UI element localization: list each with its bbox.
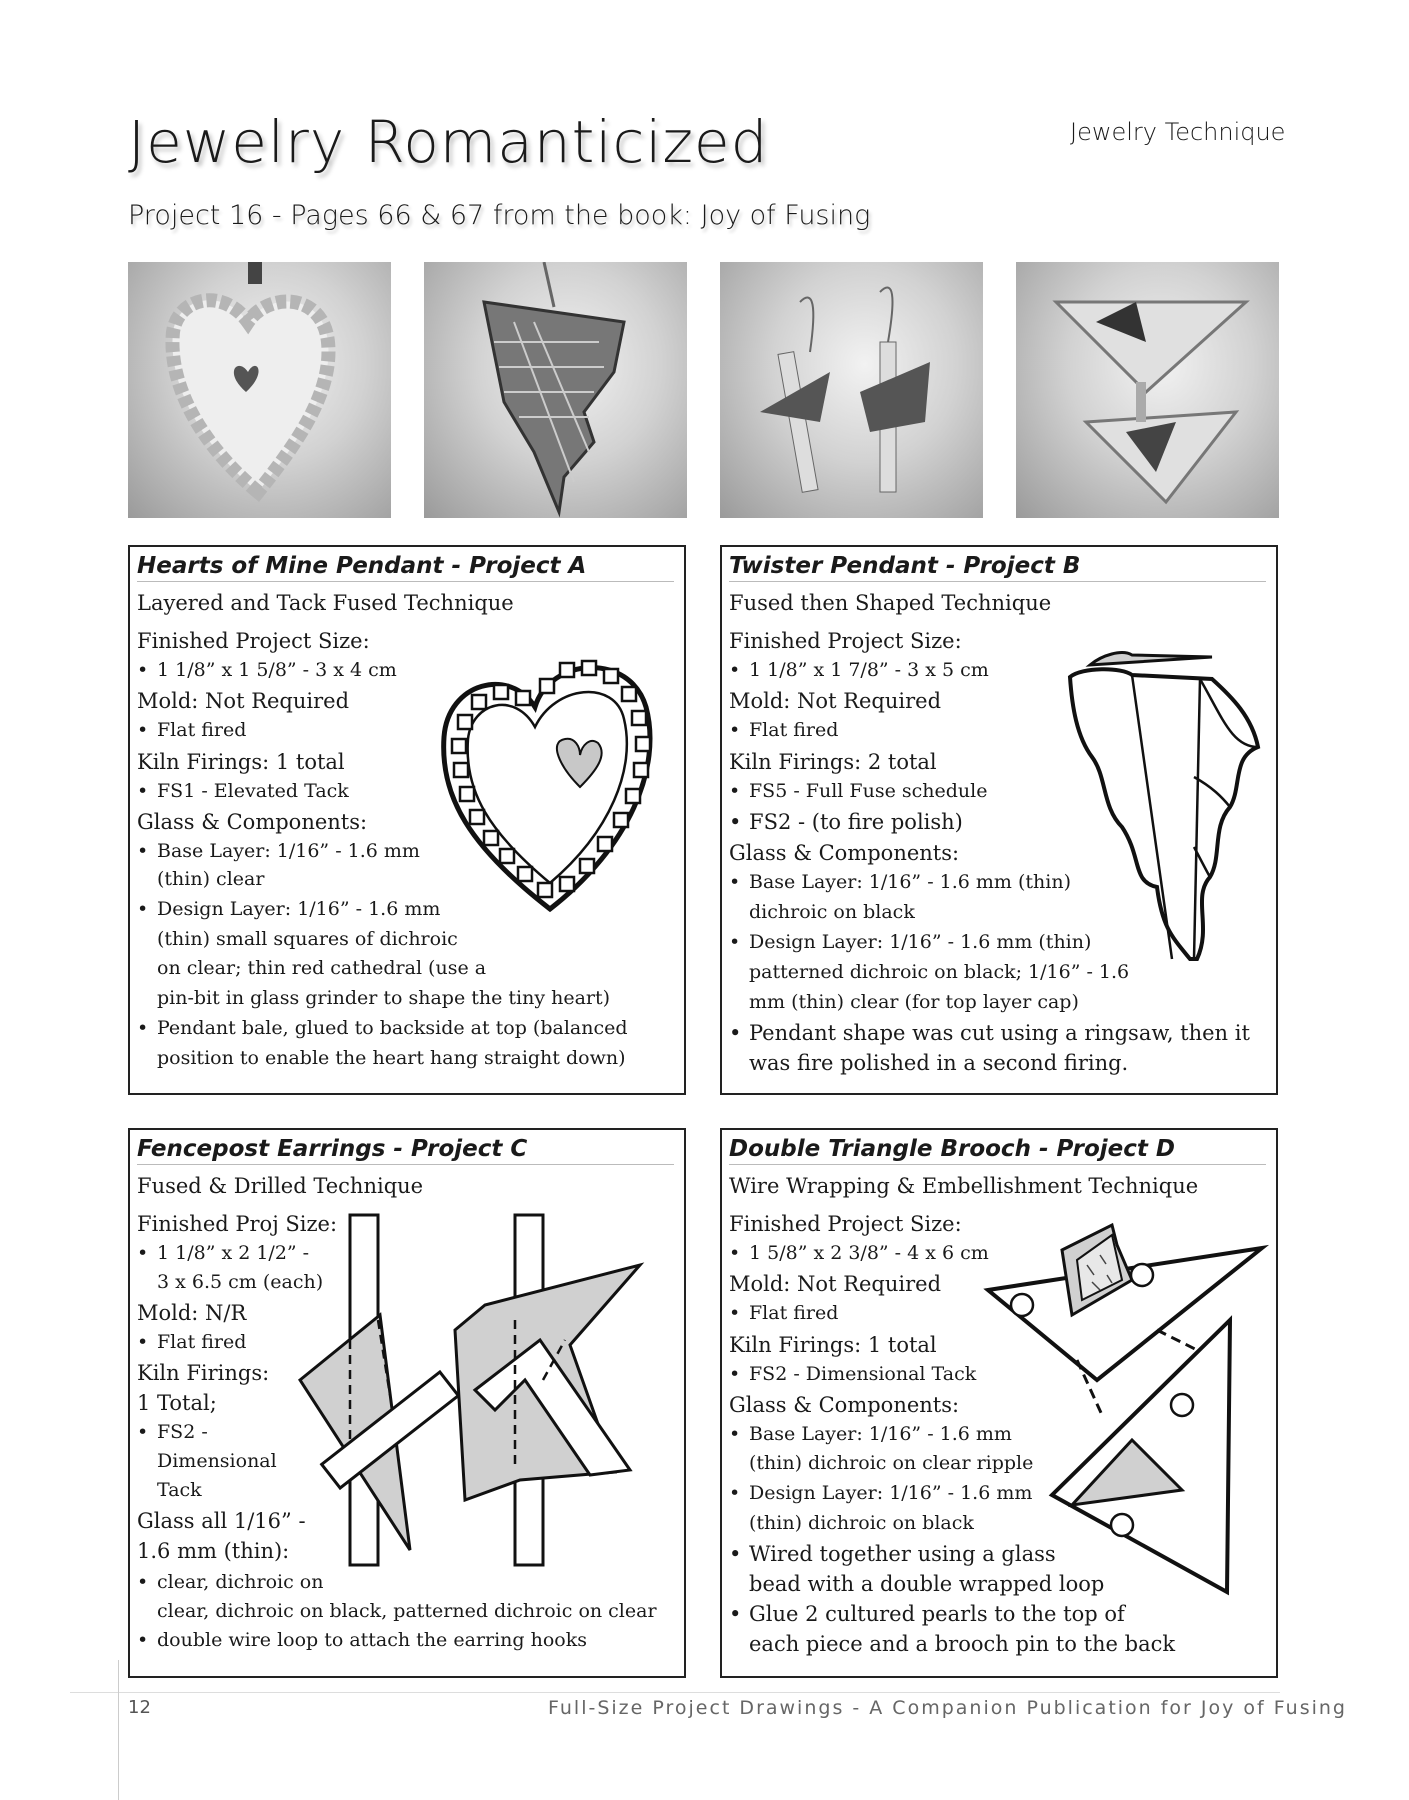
footer-rule bbox=[70, 1692, 1280, 1693]
project-b-size: 1 1/8” x 1 7/8” - 3 x 5 cm bbox=[749, 659, 989, 681]
project-a-design-layer: Design Layer: 1/16” - 1.6 mm bbox=[157, 898, 441, 920]
project-a-design-layer-cont-2: on clear; thin red cathedral (use a bbox=[157, 957, 487, 979]
project-c-size-cont: 3 x 6.5 cm (each) bbox=[157, 1271, 324, 1293]
heart-pendant-photo bbox=[128, 262, 391, 518]
fencepost-earrings-photo bbox=[720, 262, 983, 518]
project-d-panel: Double Triangle Brooch - Project D Wire Wrapping & Embellishment Technique Finished Project Size: • 1 5/8” x 2 3/8” - 4 x 6 cm Mold: Not Required • Flat fired Kiln Firings: 1 total • FS2 - Dimensional Tack Glass & Components: • Base Layer: 1/16” - 1.6 mm (thin) dichroic on clear ripple • Design Layer: 1/16” - 1.6 mm (thin) dichroic on black • Wired together using a glass bead with a double wrapped loop • Glue 2 cultured pearls to the top of each piece and a brooch pin to the back bbox=[720, 1128, 1278, 1678]
project-a-design-layer-cont-1: (thin) small squares of dichroic bbox=[157, 928, 458, 950]
project-c-mold: Flat fired bbox=[157, 1331, 247, 1353]
project-d-technique: Wire Wrapping & Embellishment Technique bbox=[729, 1174, 1199, 1198]
project-c-size-heading: Finished Proj Size: bbox=[137, 1212, 338, 1236]
project-b-design-layer: Design Layer: 1/16” - 1.6 mm (thin) bbox=[749, 931, 1092, 953]
project-a-glass-heading: Glass & Components: bbox=[137, 810, 368, 834]
project-c-firings-total: 1 Total; bbox=[137, 1391, 217, 1415]
project-d-wire-note: Wired together using a glass bbox=[749, 1542, 1056, 1566]
footer-text: Full-Size Project Drawings - A Companion Publication for Joy of Fusing bbox=[548, 1697, 1347, 1719]
technique-label: Jewelry Technique bbox=[1070, 118, 1286, 146]
project-d-wire-note-cont: bead with a double wrapped loop bbox=[749, 1572, 1105, 1596]
project-a-title: Hearts of Mine Pendant - Project A bbox=[137, 553, 674, 582]
project-c-firing-cont-2: Tack bbox=[157, 1479, 202, 1501]
project-d-design-layer: Design Layer: 1/16” - 1.6 mm bbox=[749, 1482, 1033, 1504]
project-d-title: Double Triangle Brooch - Project D bbox=[729, 1136, 1266, 1165]
project-a-size: 1 1/8” x 1 5/8” - 3 x 4 cm bbox=[157, 659, 397, 681]
project-c-wire-loop: double wire loop to attach the earring hooks bbox=[157, 1629, 587, 1651]
project-d-firing: FS2 - Dimensional Tack bbox=[749, 1363, 977, 1385]
fencepost-earrings-drawing bbox=[290, 1210, 670, 1570]
project-c-glass-heading: Glass all 1/16” - bbox=[137, 1509, 306, 1533]
twister-pendant-drawing bbox=[1062, 637, 1272, 967]
project-b-panel: Twister Pendant - Project B Fused then Shaped Technique Finished Project Size: • 1 1/8” x 1 7/8” - 3 x 5 cm Mold: Not Required • Flat fired Kiln Firings: 2 total • FS5 - Full Fuse schedule • FS2 - (to fire polish) Glass & Components: • Base Layer: 1/16” - 1.6 mm (thin) dichroic on black • Design Layer: 1/16” - 1.6 mm (thin) patterned dichroic on black; 1/16” - 1.6 mm (thin) clear (for top layer cap) • Pendant shape was cut using a ringsaw, then it was fire polished in a second firing. bbox=[720, 545, 1278, 1095]
project-b-base-layer: Base Layer: 1/16” - 1.6 mm (thin) bbox=[749, 871, 1071, 893]
project-a-mold: Flat fired bbox=[157, 719, 247, 741]
project-b-mold-heading: Mold: Not Required bbox=[729, 689, 942, 713]
project-a-firings-heading: Kiln Firings: 1 total bbox=[137, 750, 345, 774]
project-d-pearls-note: Glue 2 cultured pearls to the top of bbox=[749, 1602, 1125, 1626]
project-c-firings-heading: Kiln Firings: bbox=[137, 1361, 270, 1385]
project-a-bale-cont: position to enable the heart hang straight down) bbox=[157, 1047, 626, 1069]
project-d-base-layer-cont: (thin) dichroic on clear ripple bbox=[749, 1452, 1034, 1474]
project-b-firings-heading: Kiln Firings: 2 total bbox=[729, 750, 937, 774]
project-a-design-layer-cont-3: pin-bit in glass grinder to shape the tiny heart) bbox=[157, 987, 611, 1009]
project-a-bale: Pendant bale, glued to backside at top (balanced bbox=[157, 1017, 628, 1039]
heart-pendant-drawing bbox=[430, 647, 670, 917]
project-a-panel: Hearts of Mine Pendant - Project A Layered and Tack Fused Technique Finished Project Size: • 1 1/8” x 1 5/8” - 3 x 4 cm Mold: Not Required • Flat fired Kiln Firings: 1 total • FS1 - Elevated Tack Glass & Components: • Base Layer: 1/16” - 1.6 mm (thin) clear • Design Layer: 1/16” - 1.6 mm (thin) small squares of dichroic on clear; thin red cathedral (use a pin-bit in glass grinder to shape the tiny heart) • Pendant bale, glued to backside at top (balanced position to enable the heart hang straight down) bbox=[128, 545, 686, 1095]
page-subtitle: Project 16 - Pages 66 & 67 from the book: Joy of Fusing bbox=[128, 200, 871, 231]
project-c-glass-heading-2: 1.6 mm (thin): bbox=[137, 1539, 290, 1563]
project-b-title: Twister Pendant - Project B bbox=[729, 553, 1266, 582]
triangle-brooch-drawing bbox=[982, 1220, 1272, 1600]
crop-mark bbox=[118, 1660, 119, 1800]
page-number: 12 bbox=[128, 1697, 151, 1718]
triangle-brooch-photo bbox=[1016, 262, 1279, 518]
project-b-technique: Fused then Shaped Technique bbox=[729, 591, 1052, 615]
page-title: Jewelry Romanticized bbox=[128, 108, 769, 176]
project-b-mold: Flat fired bbox=[749, 719, 839, 741]
project-b-shape-note-cont: was fire polished in a second firing. bbox=[749, 1051, 1129, 1075]
project-d-size: 1 5/8” x 2 3/8” - 4 x 6 cm bbox=[749, 1242, 989, 1264]
project-a-firing: FS1 - Elevated Tack bbox=[157, 780, 349, 802]
project-b-design-layer-cont-2: mm (thin) clear (for top layer cap) bbox=[749, 991, 1079, 1013]
project-b-design-layer-cont-1: patterned dichroic on black; 1/16” - 1.6 bbox=[749, 961, 1130, 983]
project-d-mold-heading: Mold: Not Required bbox=[729, 1272, 942, 1296]
project-a-base-layer-cont: (thin) clear bbox=[157, 868, 265, 890]
project-c-firing: FS2 - bbox=[157, 1421, 208, 1443]
project-b-glass-heading: Glass & Components: bbox=[729, 841, 960, 865]
project-b-firing-1: FS5 - Full Fuse schedule bbox=[749, 780, 988, 802]
project-a-base-layer: Base Layer: 1/16” - 1.6 mm bbox=[157, 840, 420, 862]
project-d-pearls-note-cont: each piece and a brooch pin to the back bbox=[749, 1632, 1176, 1656]
project-c-glass: clear, dichroic on bbox=[157, 1571, 324, 1593]
project-d-base-layer: Base Layer: 1/16” - 1.6 mm bbox=[749, 1423, 1012, 1445]
project-a-mold-heading: Mold: Not Required bbox=[137, 689, 350, 713]
project-b-base-layer-cont: dichroic on black bbox=[749, 901, 915, 923]
project-d-glass-heading: Glass & Components: bbox=[729, 1393, 960, 1417]
project-c-firing-cont-1: Dimensional bbox=[157, 1450, 277, 1472]
project-c-panel: Fencepost Earrings - Project C Fused & Drilled Technique Finished Proj Size: • 1 1/8” x 2 1/2” - 3 x 6.5 cm (each) Mold: N/R • Flat fired Kiln Firings: 1 Total; • FS2 - Dimensional Tack Glass all 1/16” - 1.6 mm (thin): • clear, dichroic on clear, dichroic on black, patterned dichroic on clear • double wire loop to attach the earring hooks bbox=[128, 1128, 686, 1678]
project-a-size-heading: Finished Project Size: bbox=[137, 629, 370, 653]
project-a-technique: Layered and Tack Fused Technique bbox=[137, 591, 514, 615]
project-d-firings-heading: Kiln Firings: 1 total bbox=[729, 1333, 937, 1357]
twister-pendant-photo bbox=[424, 262, 687, 518]
project-d-design-layer-cont: (thin) dichroic on black bbox=[749, 1512, 974, 1534]
project-c-glass-cont: clear, dichroic on black, patterned dichroic on clear bbox=[157, 1600, 657, 1622]
project-b-shape-note: Pendant shape was cut using a ringsaw, then it bbox=[749, 1021, 1250, 1045]
project-c-technique: Fused & Drilled Technique bbox=[137, 1174, 424, 1198]
project-d-mold: Flat fired bbox=[749, 1302, 839, 1324]
project-c-title: Fencepost Earrings - Project C bbox=[137, 1136, 674, 1165]
project-c-mold-heading: Mold: N/R bbox=[137, 1301, 247, 1325]
project-b-size-heading: Finished Project Size: bbox=[729, 629, 962, 653]
project-b-firing-2: FS2 - (to fire polish) bbox=[749, 810, 963, 834]
project-d-size-heading: Finished Project Size: bbox=[729, 1212, 962, 1236]
project-c-size: 1 1/8” x 2 1/2” - bbox=[157, 1242, 310, 1264]
